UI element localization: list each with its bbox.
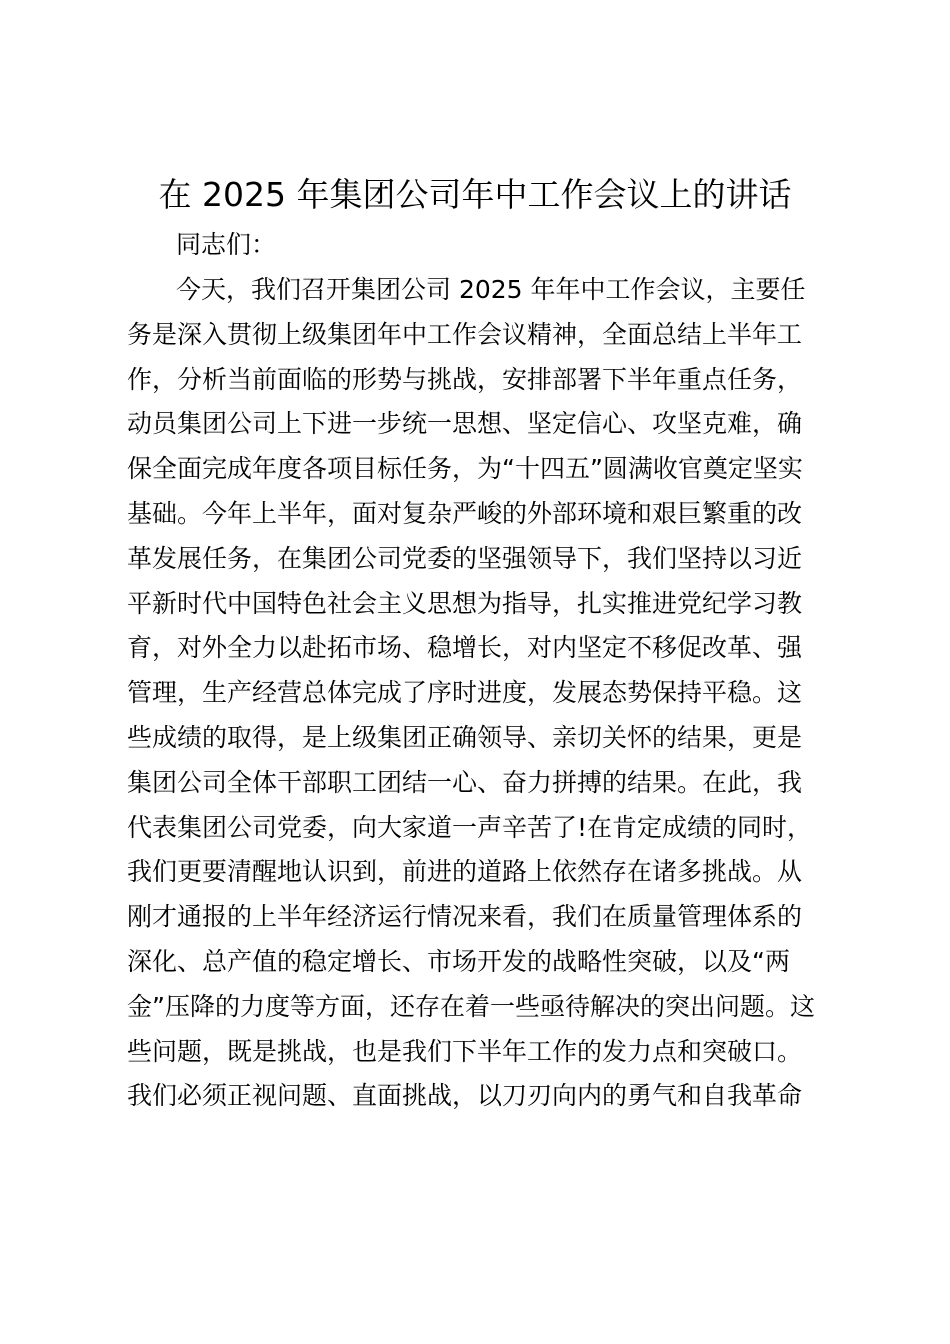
- text-line: 作，分析当前面临的形势与挑战，安排部署下半年重点任务，: [127, 364, 803, 394]
- text-line: 革发展任务，在集团公司党委的坚强领导下，我们坚持以习近: [127, 543, 803, 573]
- text-line: 些问题，既是挑战，也是我们下半年工作的发力点和突破口。: [127, 1036, 803, 1066]
- text-line: 动员集团公司上下进一步统一思想、坚定信心、攻坚克难，确: [127, 409, 803, 439]
- text-line: 我们更要清醒地认识到，前进的道路上依然存在诸多挑战。从: [127, 857, 803, 887]
- text-line: 我们必须正视问题、直面挑战，以刀刃向内的勇气和自我革命: [127, 1081, 803, 1111]
- salutation: 同志们：: [176, 230, 277, 259]
- text-line: 务是深入贯彻上级集团年中工作会议精神，全面总结上半年工: [127, 319, 803, 349]
- text-line: 基础。今年上半年，面对复杂严峻的外部环境和艰巨繁重的改: [127, 498, 803, 528]
- text-line: 些成绩的取得，是上级集团正确领导、亲切关怀的结果，更是: [127, 722, 803, 752]
- document-title: 在 2025 年集团公司年中工作会议上的讲话: [158, 175, 792, 214]
- text-line: 育，对外全力以赴拓市场、稳增长，对内坚定不移促改革、强: [127, 633, 803, 663]
- text-line: 金”压降的力度等方面，还存在着一些亟待解决的突出问题。这: [127, 991, 815, 1021]
- text-line: 深化、总产值的稳定增长、市场开发的战略性突破，以及“两: [127, 946, 790, 976]
- text-line: 平新时代中国特色社会主义思想为指导，扎实推进党纪学习教: [127, 588, 803, 618]
- text-line: 保全面完成年度各项目标任务，为“十四五”圆满收官奠定坚实: [127, 454, 803, 484]
- body-paragraph: [127, 268, 827, 1119]
- text-line: 今天，我们召开集团公司 2025 年年中工作会议，主要任: [176, 275, 806, 304]
- text-line: 代表集团公司党委，向大家道一声辛苦了!在肯定成绩的同时，: [127, 812, 813, 842]
- text-line: 管理，生产经营总体完成了序时进度，发展态势保持平稳。这: [127, 678, 803, 708]
- text-line: 集团公司全体干部职工团结一心、奋力拼搏的结果。在此，我: [127, 767, 803, 797]
- text-line: 刚才通报的上半年经济运行情况来看，我们在质量管理体系的: [127, 902, 803, 932]
